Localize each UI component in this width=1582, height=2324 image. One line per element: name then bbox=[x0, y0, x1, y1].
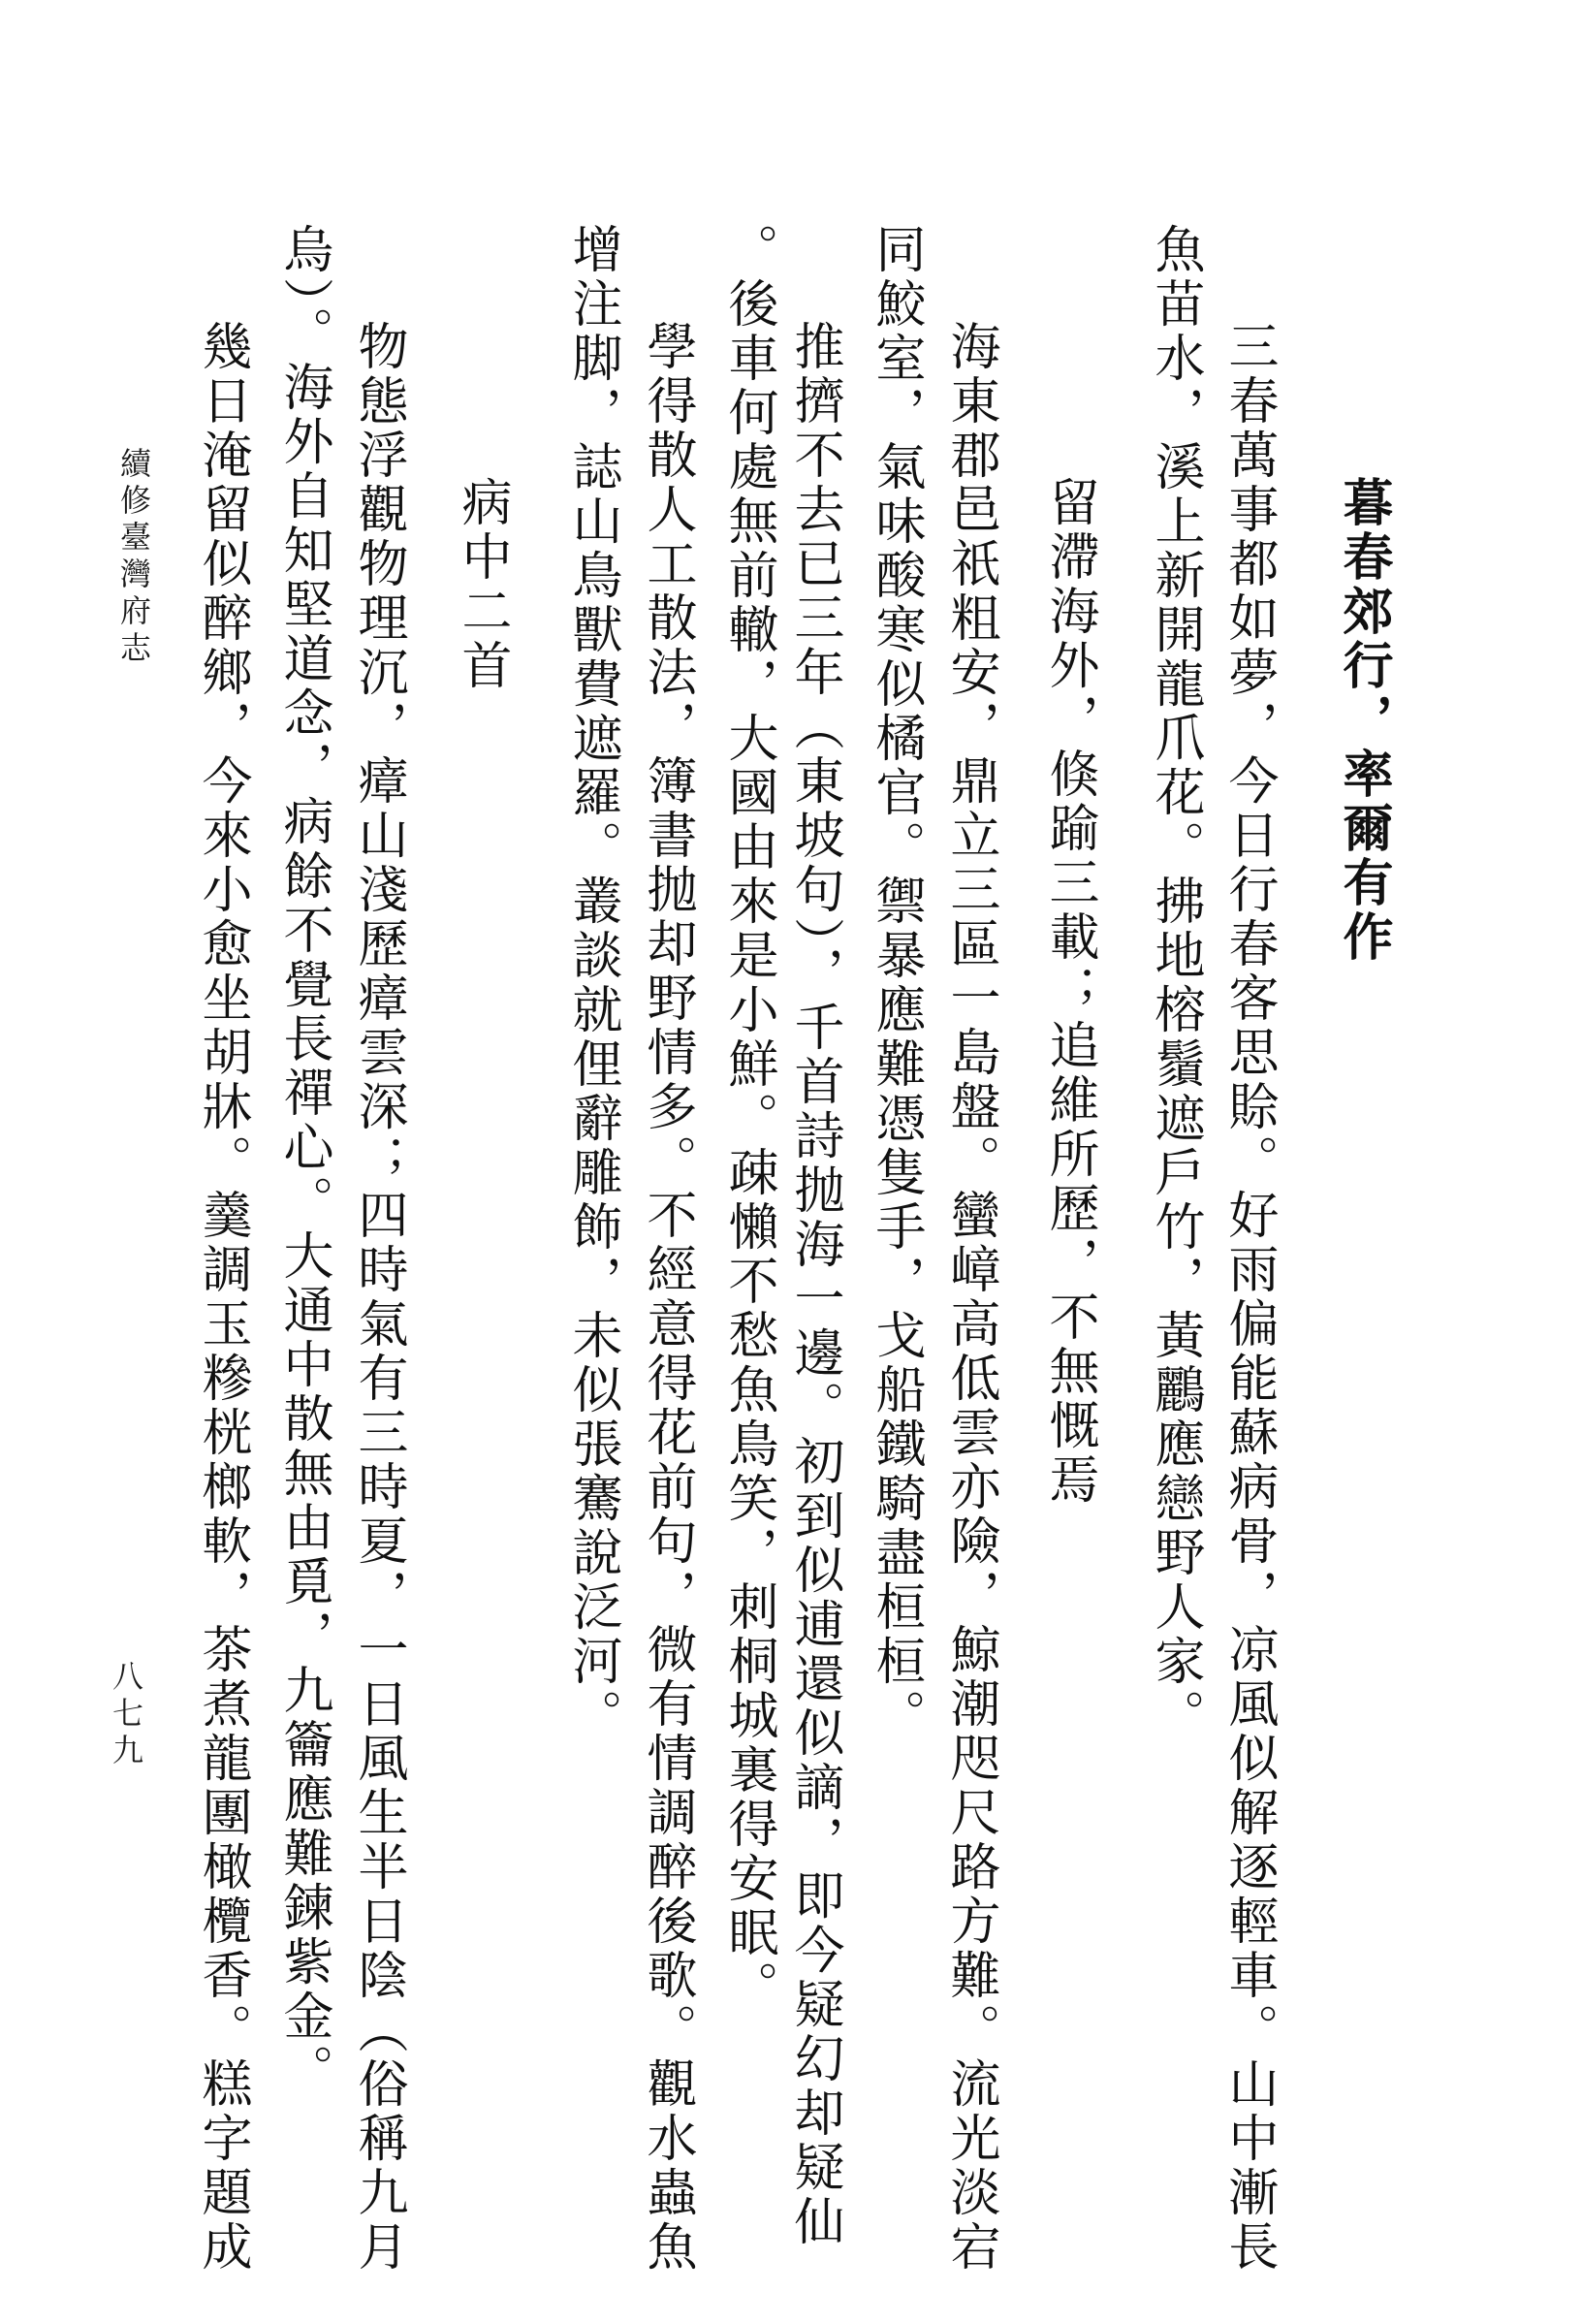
running-title: 續修臺灣府志 bbox=[115, 447, 152, 668]
poem-line: 學得散人工散法，簿書抛却野情多。不經意得花前句，微有情調醉後歌。觀水蟲魚 bbox=[638, 320, 696, 2275]
poem-title: 留滯海外，倏踰三載；追維所歷，不無慨焉 bbox=[1040, 476, 1098, 1508]
poem-line: 海東郡邑祇粗安，鼎立三區一島盤。蠻嶂高低雲亦險，鯨潮咫尺路方難。流光淡宕 bbox=[941, 320, 999, 2275]
poem-line: 物態浮觀物理沉，瘴山淺歷瘴雲深；四時氣有三時夏，一日風生半日陰（俗稱九月 bbox=[349, 320, 407, 2275]
poem-line: 同鮫室，氣味酸寒似橘官。禦暴應難憑隻手，戈船鐵騎盡桓桓。 bbox=[867, 223, 925, 1743]
poem-line: 三春萬事都如夢，今日行春客思賒。好雨偏能蘇病骨，凉風似解逐輕車。山中漸長 bbox=[1219, 320, 1278, 2275]
poem-line: 增注脚，誌山鳥獸費遮羅。叢談就俚辭雕飾，未似張騫說泛河。 bbox=[563, 223, 621, 1743]
poem-line: 推擠不去已三年（東坡句），千首詩抛海一邊。初到似逋還似謫，即今疑幻却疑仙 bbox=[785, 320, 843, 2249]
poem-line: 幾日淹留似醉鄉，今來小愈坐胡牀。羹調玉糝桄榔軟，茶煮龍團橄欖香。糕字題成 bbox=[193, 320, 251, 2275]
poem-line: 烏）。海外自知堅道念，病餘不覺長禪心。大通中散無由覓，九籥應難鍊紫金。 bbox=[274, 223, 332, 2098]
poem-line: 魚苗水，溪上新開龍爪花。拂地榕鬚遮戶竹，黃鸝應戀野人家。 bbox=[1146, 223, 1204, 1743]
poem-line: 。後車何處無前轍，大國由來是小鮮。疎懶不愁魚鳥笑，刺桐城裏得安眠。 bbox=[719, 223, 777, 2015]
poem-title: 暮春郊行，率爾有作 bbox=[1334, 476, 1393, 965]
page-number: 八七九 bbox=[108, 1660, 144, 1770]
poem-title: 病中二首 bbox=[453, 476, 511, 693]
